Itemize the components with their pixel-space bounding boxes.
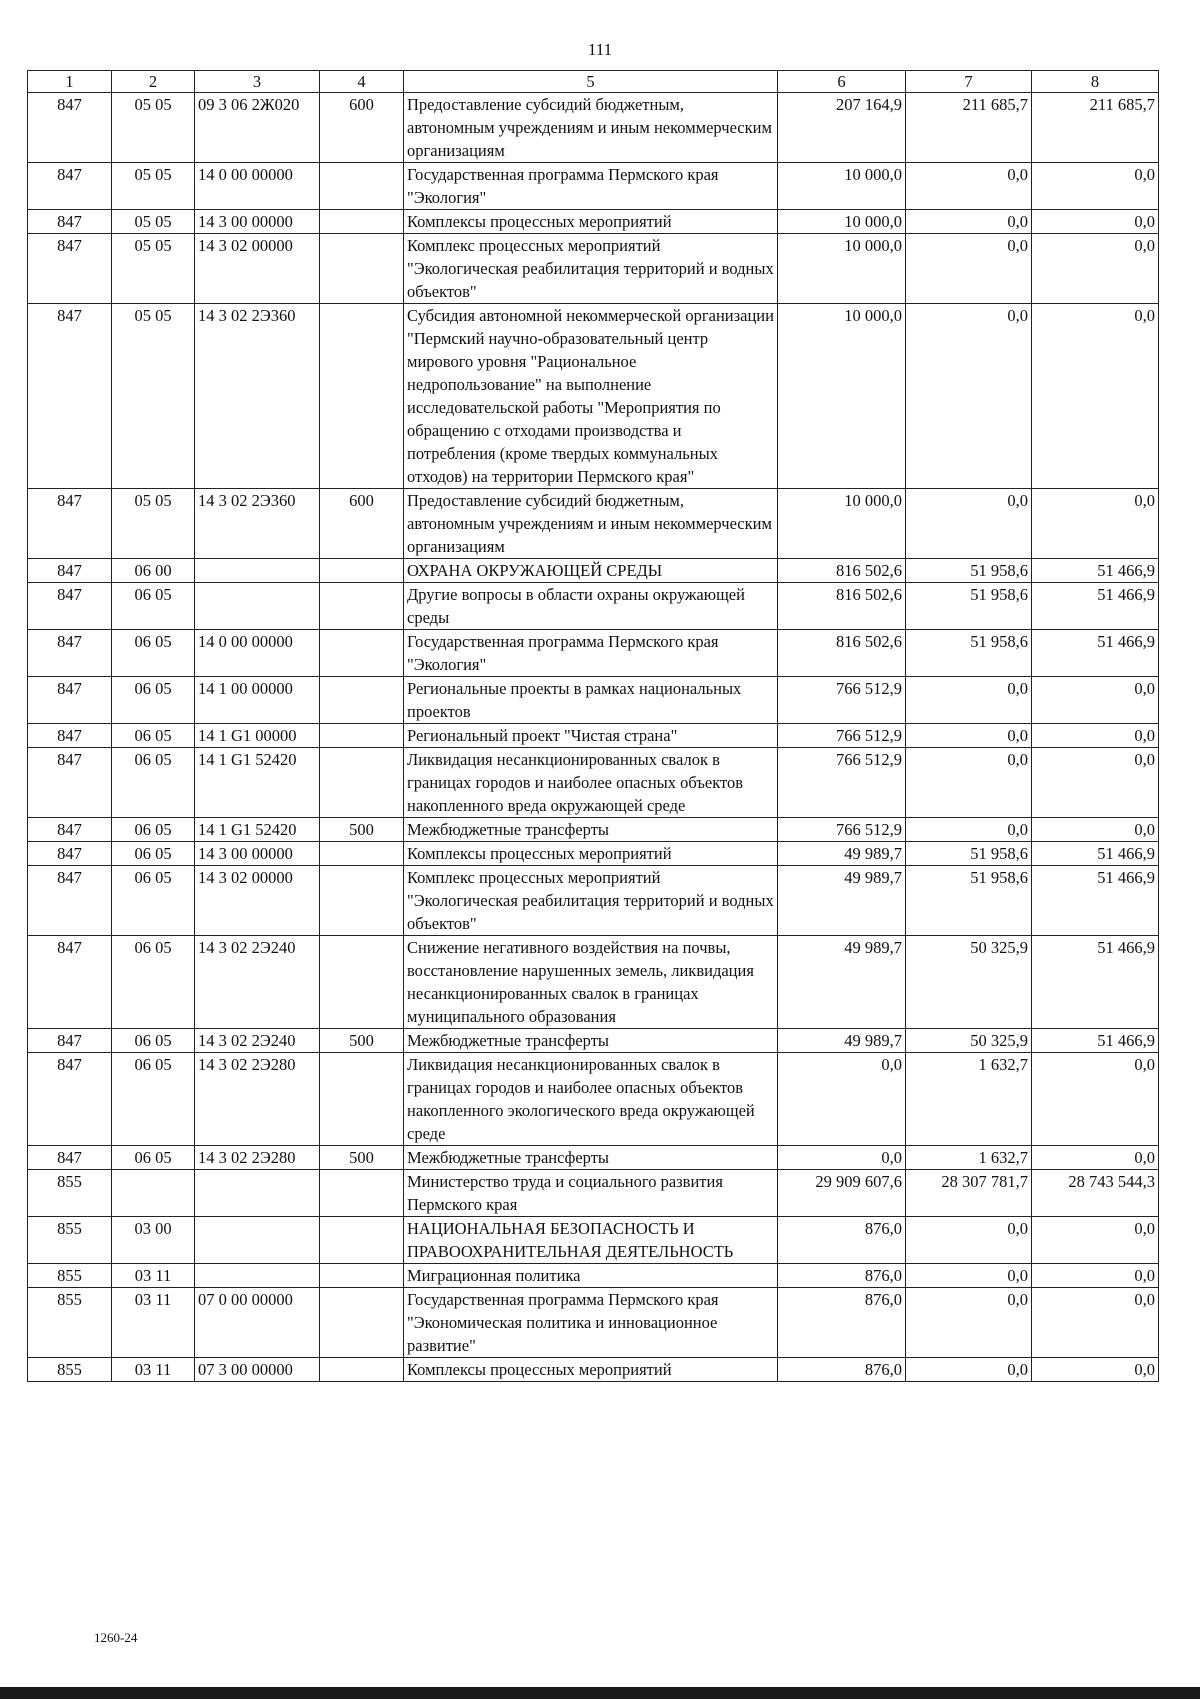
cell-amount-1: 10 000,0 <box>778 489 906 559</box>
table-row <box>28 818 1159 842</box>
cell-expense-type <box>320 1053 404 1146</box>
cell-expense-type <box>320 1264 404 1288</box>
cell-amount-2: 0,0 <box>906 304 1032 489</box>
table-row <box>28 93 1159 163</box>
cell-code: 855 <box>28 1288 112 1358</box>
cell-description: Региональные проекты в рамках национальных проектов <box>404 677 778 724</box>
cell-section: 06 05 <box>112 1053 195 1146</box>
cell-code: 847 <box>28 818 112 842</box>
table-row <box>28 1053 1159 1146</box>
table-row <box>28 724 1159 748</box>
cell-code: 847 <box>28 936 112 1029</box>
cell-amount-3: 0,0 <box>1032 1146 1159 1170</box>
cell-amount-3: 51 466,9 <box>1032 866 1159 936</box>
cell-description: Ликвидация несанкционированных свалок в границах городов и наиболее опасных объектов накопленного вреда окружающей среде <box>404 748 778 818</box>
cell-expense-type <box>320 1217 404 1264</box>
cell-amount-1: 0,0 <box>778 1146 906 1170</box>
table-row <box>28 210 1159 234</box>
cell-section: 06 05 <box>112 1146 195 1170</box>
budget-table <box>27 70 1159 1382</box>
cell-amount-1: 876,0 <box>778 1358 906 1382</box>
cell-amount-2: 211 685,7 <box>906 93 1032 163</box>
cell-code: 847 <box>28 1053 112 1146</box>
cell-target-article: 14 1 G1 52420 <box>195 748 320 818</box>
cell-amount-3: 0,0 <box>1032 1264 1159 1288</box>
cell-amount-3: 0,0 <box>1032 163 1159 210</box>
cell-section: 06 05 <box>112 818 195 842</box>
cell-expense-type: 500 <box>320 818 404 842</box>
cell-amount-3: 0,0 <box>1032 489 1159 559</box>
cell-target-article: 14 3 02 2Э360 <box>195 489 320 559</box>
cell-amount-2: 0,0 <box>906 677 1032 724</box>
header-col-6: 6 <box>778 71 906 93</box>
cell-code: 847 <box>28 866 112 936</box>
cell-description: Другие вопросы в области охраны окружающей среды <box>404 583 778 630</box>
scan-edge-strip <box>0 1687 1200 1699</box>
cell-expense-type <box>320 748 404 818</box>
cell-section: 03 11 <box>112 1358 195 1382</box>
cell-target-article: 14 1 G1 00000 <box>195 724 320 748</box>
cell-code: 847 <box>28 304 112 489</box>
cell-amount-3: 0,0 <box>1032 677 1159 724</box>
cell-description: Государственная программа Пермского края "Экономическая политика и инновационное развитие" <box>404 1288 778 1358</box>
table-row <box>28 583 1159 630</box>
cell-description: Министерство труда и социального развития Пермского края <box>404 1170 778 1217</box>
cell-amount-1: 207 164,9 <box>778 93 906 163</box>
cell-amount-2: 28 307 781,7 <box>906 1170 1032 1217</box>
cell-amount-1: 816 502,6 <box>778 559 906 583</box>
cell-expense-type: 500 <box>320 1029 404 1053</box>
cell-expense-type <box>320 842 404 866</box>
cell-target-article <box>195 583 320 630</box>
cell-code: 847 <box>28 842 112 866</box>
cell-section: 05 05 <box>112 210 195 234</box>
cell-target-article: 14 3 00 00000 <box>195 210 320 234</box>
cell-amount-1: 10 000,0 <box>778 304 906 489</box>
table-row <box>28 1217 1159 1264</box>
cell-amount-2: 1 632,7 <box>906 1053 1032 1146</box>
cell-code: 847 <box>28 630 112 677</box>
cell-expense-type <box>320 630 404 677</box>
cell-amount-3: 51 466,9 <box>1032 936 1159 1029</box>
cell-code: 847 <box>28 724 112 748</box>
cell-amount-3: 51 466,9 <box>1032 842 1159 866</box>
document-code: 1260-24 <box>94 1630 138 1645</box>
cell-amount-2: 0,0 <box>906 1358 1032 1382</box>
cell-section: 06 05 <box>112 583 195 630</box>
cell-amount-3: 0,0 <box>1032 724 1159 748</box>
header-row <box>28 71 1159 93</box>
header-col-4: 4 <box>320 71 404 93</box>
cell-amount-2: 51 958,6 <box>906 630 1032 677</box>
cell-amount-1: 876,0 <box>778 1217 906 1264</box>
cell-description: Комплекс процессных мероприятий "Экологическая реабилитация территорий и водных объектов" <box>404 234 778 304</box>
cell-description: Комплексы процессных мероприятий <box>404 210 778 234</box>
cell-code: 847 <box>28 748 112 818</box>
cell-target-article <box>195 1217 320 1264</box>
cell-description: Межбюджетные трансферты <box>404 1029 778 1053</box>
cell-code: 855 <box>28 1170 112 1217</box>
cell-amount-2: 50 325,9 <box>906 1029 1032 1053</box>
cell-amount-1: 766 512,9 <box>778 748 906 818</box>
header-col-5: 5 <box>404 71 778 93</box>
cell-amount-3: 0,0 <box>1032 1288 1159 1358</box>
cell-amount-3: 0,0 <box>1032 210 1159 234</box>
header-col-3: 3 <box>195 71 320 93</box>
cell-description: Ликвидация несанкционированных свалок в границах городов и наиболее опасных объектов накопленного экологического вреда окружающей среде <box>404 1053 778 1146</box>
table-row <box>28 1264 1159 1288</box>
cell-amount-3: 51 466,9 <box>1032 583 1159 630</box>
cell-section: 05 05 <box>112 93 195 163</box>
cell-section: 06 00 <box>112 559 195 583</box>
cell-target-article: 14 3 02 00000 <box>195 234 320 304</box>
table-row <box>28 677 1159 724</box>
cell-expense-type <box>320 1170 404 1217</box>
cell-amount-1: 10 000,0 <box>778 234 906 304</box>
cell-target-article: 14 1 00 00000 <box>195 677 320 724</box>
cell-target-article: 14 1 G1 52420 <box>195 818 320 842</box>
cell-amount-3: 0,0 <box>1032 1358 1159 1382</box>
cell-code: 847 <box>28 234 112 304</box>
cell-section: 06 05 <box>112 748 195 818</box>
page-number: 111 <box>587 40 613 59</box>
table-row <box>28 1170 1159 1217</box>
cell-description: Государственная программа Пермского края "Экология" <box>404 163 778 210</box>
cell-amount-1: 766 512,9 <box>778 724 906 748</box>
cell-expense-type: 500 <box>320 1146 404 1170</box>
table-row <box>28 748 1159 818</box>
cell-amount-1: 10 000,0 <box>778 163 906 210</box>
cell-section: 03 11 <box>112 1288 195 1358</box>
table-row <box>28 163 1159 210</box>
cell-amount-3: 51 466,9 <box>1032 1029 1159 1053</box>
cell-target-article: 14 0 00 00000 <box>195 163 320 210</box>
cell-expense-type <box>320 304 404 489</box>
cell-expense-type <box>320 677 404 724</box>
cell-amount-1: 0,0 <box>778 1053 906 1146</box>
cell-amount-3: 211 685,7 <box>1032 93 1159 163</box>
cell-description: Миграционная политика <box>404 1264 778 1288</box>
table-row <box>28 1288 1159 1358</box>
cell-amount-2: 51 958,6 <box>906 559 1032 583</box>
cell-description: ОХРАНА ОКРУЖАЮЩЕЙ СРЕДЫ <box>404 559 778 583</box>
cell-amount-2: 0,0 <box>906 724 1032 748</box>
header-col-8: 8 <box>1032 71 1159 93</box>
cell-description: Государственная программа Пермского края "Экология" <box>404 630 778 677</box>
cell-expense-type <box>320 163 404 210</box>
cell-amount-1: 816 502,6 <box>778 583 906 630</box>
cell-amount-1: 29 909 607,6 <box>778 1170 906 1217</box>
cell-expense-type <box>320 559 404 583</box>
cell-code: 847 <box>28 1146 112 1170</box>
cell-amount-1: 49 989,7 <box>778 1029 906 1053</box>
cell-expense-type <box>320 724 404 748</box>
cell-section: 03 00 <box>112 1217 195 1264</box>
cell-description: Снижение негативного воздействия на почвы, восстановление нарушенных земель, ликвидация несанкционированных свалок в границах муниципального образования <box>404 936 778 1029</box>
header-col-2: 2 <box>112 71 195 93</box>
cell-target-article: 14 3 02 2Э240 <box>195 936 320 1029</box>
table-row <box>28 559 1159 583</box>
table-row <box>28 489 1159 559</box>
cell-section: 05 05 <box>112 163 195 210</box>
cell-amount-2: 51 958,6 <box>906 842 1032 866</box>
cell-description: Межбюджетные трансферты <box>404 818 778 842</box>
cell-amount-1: 766 512,9 <box>778 818 906 842</box>
cell-code: 847 <box>28 559 112 583</box>
cell-amount-3: 0,0 <box>1032 304 1159 489</box>
cell-target-article: 14 3 02 00000 <box>195 866 320 936</box>
cell-description: Региональный проект "Чистая страна" <box>404 724 778 748</box>
cell-amount-1: 49 989,7 <box>778 866 906 936</box>
cell-description: НАЦИОНАЛЬНАЯ БЕЗОПАСНОСТЬ И ПРАВООХРАНИТЕЛЬНАЯ ДЕЯТЕЛЬНОСТЬ <box>404 1217 778 1264</box>
cell-code: 847 <box>28 163 112 210</box>
cell-target-article: 09 3 06 2Ж020 <box>195 93 320 163</box>
cell-expense-type <box>320 234 404 304</box>
cell-section: 05 05 <box>112 489 195 559</box>
table-row <box>28 842 1159 866</box>
cell-amount-1: 49 989,7 <box>778 936 906 1029</box>
cell-target-article <box>195 1264 320 1288</box>
cell-target-article: 14 3 02 2Э360 <box>195 304 320 489</box>
cell-section: 06 05 <box>112 630 195 677</box>
cell-amount-3: 0,0 <box>1032 818 1159 842</box>
cell-section: 05 05 <box>112 304 195 489</box>
cell-target-article: 07 3 00 00000 <box>195 1358 320 1382</box>
cell-amount-3: 0,0 <box>1032 1217 1159 1264</box>
cell-expense-type <box>320 1358 404 1382</box>
cell-section: 06 05 <box>112 842 195 866</box>
cell-amount-2: 0,0 <box>906 210 1032 234</box>
table-row <box>28 1146 1159 1170</box>
cell-amount-2: 50 325,9 <box>906 936 1032 1029</box>
cell-amount-1: 876,0 <box>778 1288 906 1358</box>
cell-amount-2: 0,0 <box>906 234 1032 304</box>
cell-amount-2: 1 632,7 <box>906 1146 1032 1170</box>
cell-section: 03 11 <box>112 1264 195 1288</box>
cell-expense-type <box>320 210 404 234</box>
cell-target-article: 14 3 02 2Э280 <box>195 1146 320 1170</box>
cell-target-article <box>195 559 320 583</box>
table-row <box>28 630 1159 677</box>
cell-target-article <box>195 1170 320 1217</box>
cell-description: Комплекс процессных мероприятий "Экологическая реабилитация территорий и водных объектов" <box>404 866 778 936</box>
cell-expense-type: 600 <box>320 489 404 559</box>
cell-expense-type <box>320 1288 404 1358</box>
cell-expense-type <box>320 866 404 936</box>
cell-amount-2: 0,0 <box>906 1264 1032 1288</box>
cell-section: 05 05 <box>112 234 195 304</box>
cell-code: 847 <box>28 583 112 630</box>
cell-amount-3: 28 743 544,3 <box>1032 1170 1159 1217</box>
cell-section: 06 05 <box>112 866 195 936</box>
cell-amount-1: 49 989,7 <box>778 842 906 866</box>
cell-description: Комплексы процессных мероприятий <box>404 1358 778 1382</box>
cell-amount-3: 51 466,9 <box>1032 630 1159 677</box>
cell-target-article: 14 3 02 2Э240 <box>195 1029 320 1053</box>
cell-description: Предоставление субсидий бюджетным, автономным учреждениям и иным некоммерческим организациям <box>404 93 778 163</box>
cell-amount-1: 766 512,9 <box>778 677 906 724</box>
cell-amount-1: 10 000,0 <box>778 210 906 234</box>
cell-expense-type <box>320 583 404 630</box>
cell-description: Предоставление субсидий бюджетным, автономным учреждениям и иным некоммерческим организациям <box>404 489 778 559</box>
cell-code: 847 <box>28 677 112 724</box>
cell-code: 847 <box>28 489 112 559</box>
cell-amount-2: 0,0 <box>906 163 1032 210</box>
cell-amount-2: 51 958,6 <box>906 866 1032 936</box>
cell-description: Субсидия автономной некоммерческой организации "Пермский научно-образовательный центр мирового уровня "Рациональное недропользование" на выполнение исследовательской работы "Мероприятия по обращению с отходами производства и потребления (кроме твердых коммунальных отходов) на территории Пермского края" <box>404 304 778 489</box>
cell-amount-3: 0,0 <box>1032 234 1159 304</box>
cell-amount-3: 0,0 <box>1032 1053 1159 1146</box>
cell-amount-1: 876,0 <box>778 1264 906 1288</box>
cell-amount-1: 816 502,6 <box>778 630 906 677</box>
cell-section: 06 05 <box>112 677 195 724</box>
cell-section: 06 05 <box>112 724 195 748</box>
cell-description: Комплексы процессных мероприятий <box>404 842 778 866</box>
cell-amount-3: 0,0 <box>1032 748 1159 818</box>
cell-target-article: 14 3 00 00000 <box>195 842 320 866</box>
cell-amount-2: 0,0 <box>906 1217 1032 1264</box>
table-row <box>28 936 1159 1029</box>
cell-amount-3: 51 466,9 <box>1032 559 1159 583</box>
header-col-7: 7 <box>906 71 1032 93</box>
cell-section <box>112 1170 195 1217</box>
cell-section: 06 05 <box>112 936 195 1029</box>
cell-amount-2: 0,0 <box>906 489 1032 559</box>
table-row <box>28 1358 1159 1382</box>
cell-code: 847 <box>28 93 112 163</box>
cell-description: Межбюджетные трансферты <box>404 1146 778 1170</box>
cell-code: 847 <box>28 210 112 234</box>
cell-amount-2: 0,0 <box>906 748 1032 818</box>
table-row <box>28 1029 1159 1053</box>
cell-amount-2: 0,0 <box>906 818 1032 842</box>
cell-code: 855 <box>28 1217 112 1264</box>
cell-target-article: 07 0 00 00000 <box>195 1288 320 1358</box>
header-col-1: 1 <box>28 71 112 93</box>
table-row <box>28 866 1159 936</box>
cell-expense-type: 600 <box>320 93 404 163</box>
cell-amount-2: 0,0 <box>906 1288 1032 1358</box>
cell-amount-2: 51 958,6 <box>906 583 1032 630</box>
cell-code: 855 <box>28 1358 112 1382</box>
cell-code: 855 <box>28 1264 112 1288</box>
cell-code: 847 <box>28 1029 112 1053</box>
cell-expense-type <box>320 936 404 1029</box>
table-row <box>28 304 1159 489</box>
cell-target-article: 14 3 02 2Э280 <box>195 1053 320 1146</box>
cell-section: 06 05 <box>112 1029 195 1053</box>
table-row <box>28 234 1159 304</box>
cell-target-article: 14 0 00 00000 <box>195 630 320 677</box>
